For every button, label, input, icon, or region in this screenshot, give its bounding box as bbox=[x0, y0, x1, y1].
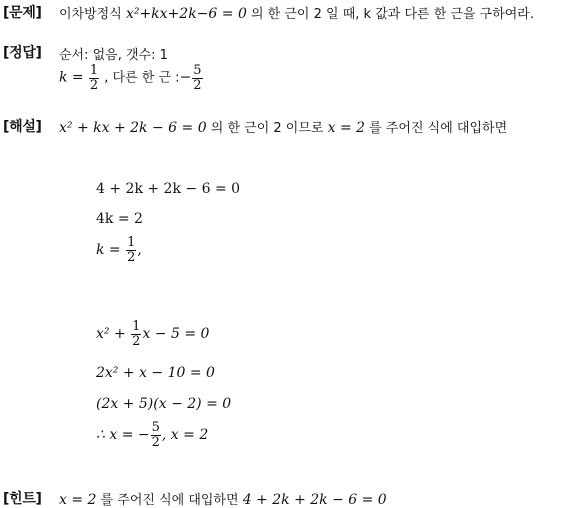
solution-step-7-num: 5 bbox=[151, 420, 160, 435]
answer-mid-text: , 다른 한 근 : bbox=[104, 70, 180, 86]
solution-step-3-fraction bbox=[126, 236, 136, 264]
solution-step-3-lhs: k = bbox=[96, 242, 121, 259]
answer-k-den: 2 bbox=[89, 77, 99, 93]
solution-step-4 bbox=[96, 320, 209, 348]
answer-root-fraction bbox=[192, 64, 202, 92]
solution-step-4-b: x − 5 = 0 bbox=[142, 326, 210, 343]
solution-step-3-den: 2 bbox=[127, 249, 136, 265]
problem-prefix: 이차방정식 bbox=[59, 7, 126, 22]
solution-step-7-b: , x = 2 bbox=[161, 427, 209, 444]
solution-step-3-num: 1 bbox=[127, 235, 136, 250]
solution-intro-sub: x = 2 bbox=[327, 120, 366, 136]
solution-step-7-a: ∴ x = − bbox=[96, 427, 150, 444]
solution-step-3-end: , bbox=[137, 242, 142, 259]
solution-step-7-fraction bbox=[151, 421, 161, 449]
answer-k-fraction bbox=[89, 64, 99, 92]
answer-k-num: 1 bbox=[89, 63, 99, 78]
solution-step-7 bbox=[96, 421, 208, 449]
answer-root-num: 5 bbox=[193, 63, 202, 78]
answer-k-lhs: k = bbox=[59, 69, 84, 86]
solution-step-4-den: 2 bbox=[132, 333, 141, 349]
problem-equation: x²+kx+2k−6 = 0 bbox=[125, 6, 247, 22]
solution-intro-mid: 의 한 근이 2 이므로 bbox=[206, 121, 328, 136]
solution-step-1: 4 + 2k + 2k − 6 = 0 bbox=[96, 181, 241, 197]
answer-line1: 순서: 없음, 갯수: 1 bbox=[59, 48, 168, 63]
solution-step-3 bbox=[96, 236, 142, 264]
problem-suffix: 의 한 근이 2 일 때, k 값과 다른 한 근을 구하여라. bbox=[246, 7, 534, 22]
solution-tag: [해설] bbox=[3, 119, 42, 135]
problem-tag: [문제] bbox=[3, 5, 42, 21]
answer-root-sign: − bbox=[179, 69, 192, 86]
hint-text bbox=[59, 489, 387, 508]
solution-intro-eq: x² + kx + 2k − 6 = 0 bbox=[59, 120, 207, 136]
hint-tag: [힌트] bbox=[3, 491, 42, 507]
solution-step-6: (2x + 5)(x − 2) = 0 bbox=[96, 396, 232, 412]
answer-root-den: 2 bbox=[193, 77, 202, 93]
problem-text bbox=[59, 3, 534, 22]
solution-step-4-fraction bbox=[131, 320, 141, 348]
solution-step-4-num: 1 bbox=[132, 319, 141, 334]
answer-line2 bbox=[59, 64, 204, 92]
hint-eq2: 4 + 2k + 2k − 6 = 0 bbox=[242, 492, 387, 508]
solution-intro bbox=[59, 117, 507, 136]
solution-step-4-a: x² + bbox=[96, 326, 126, 343]
answer-tag: [정답] bbox=[3, 45, 42, 61]
solution-intro-end: 를 주어진 식에 대입하면 bbox=[365, 121, 508, 136]
hint-mid: 를 주어진 식에 대입하면 bbox=[96, 493, 243, 508]
hint-eq1: x = 2 bbox=[59, 492, 97, 508]
solution-step-5: 2x² + x − 10 = 0 bbox=[96, 365, 215, 381]
solution-step-2: 4k = 2 bbox=[96, 211, 143, 227]
solution-step-7-den: 2 bbox=[151, 434, 160, 450]
